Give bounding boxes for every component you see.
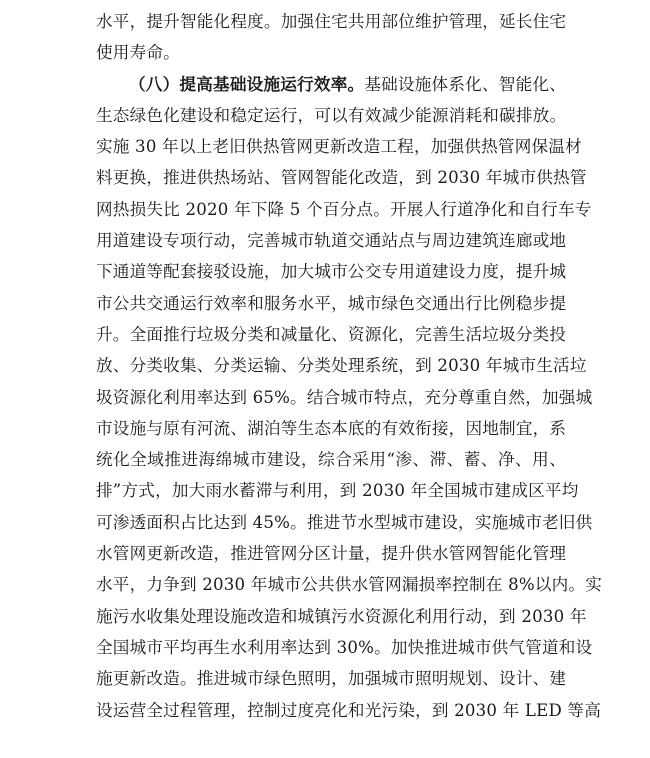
text-line: 实施 30 年以上老旧供热管网更新改造工程，加强供热管网保温材 xyxy=(96,137,582,157)
text-line: 水平，提升智能化程度。加强住宅共用部位维护管理，延长住宅 xyxy=(96,12,567,31)
text-line: 排”方式，加大雨水蓄滞与利用，到 2030 年全国城市建成区平均 xyxy=(96,481,579,501)
text-line: 圾资源化利用率达到 65%。结合城市特点，充分尊重自然，加强城 xyxy=(96,387,593,407)
text-line: 施更新改造。推进城市绿色照明，加强城市照明规划、设计、建 xyxy=(96,669,567,689)
text-line: 使用寿命。 xyxy=(96,43,180,63)
text-line: 施污水收集处理设施改造和城镇污水资源化利用行动，到 2030 年 xyxy=(96,606,587,626)
text-line: 下通道等配套接驳设施，加大城市公交专用道建设力度，提升城 xyxy=(96,262,567,282)
text-line: 统化全域推进海绵城市建设，综合采用“渗、滞、蓄、净、用、 xyxy=(96,450,566,470)
text-line: 设运营全过程管理，控制过度亮化和光污染，到 2030 年 LED 等高 xyxy=(96,700,602,720)
section-heading: （八）提高基础设施运行效率。 xyxy=(129,73,365,94)
text-line: 可渗透面积占比达到 45%。推进节水型城市建设，实施城市老旧供 xyxy=(96,512,593,532)
text-line: 料更换，推进供热场站、管网智能化改造，到 2030 年城市供热管 xyxy=(96,168,587,188)
heading-line-text: 基础设施体系化、智能化、 xyxy=(364,74,566,94)
text-line: 市设施与原有河流、湖泊等生态本底的有效衔接，因地制宜，系 xyxy=(96,418,567,438)
section-heading-line xyxy=(96,69,566,100)
text-line: 水管网更新改造，推进管网分区计量，提升供水管网智能化管理 xyxy=(96,544,567,564)
text-line: 水平，力争到 2030 年城市公共供水管网漏损率控制在 8%以内。实 xyxy=(96,575,603,595)
text-line: 放、分类收集、分类运输、分类处理系统，到 2030 年城市生活垃 xyxy=(96,356,587,376)
text-line: 用道建设专项行动，完善城市轨道交通站点与周边建筑连廊或地 xyxy=(96,231,567,251)
text-line: 生态绿色化建设和稳定运行，可以有效减少能源消耗和碳排放。 xyxy=(96,105,567,125)
text-line: 网热损失比 2020 年下降 5 个百分点。开展人行道净化和自行车专 xyxy=(96,199,592,219)
text-line: 升。全面推行垃圾分类和减量化、资源化，完善生活垃圾分类投 xyxy=(96,324,567,344)
text-line: 全国城市平均再生水利用率达到 30%。加快推进城市供气管道和设 xyxy=(96,637,593,657)
document-page xyxy=(96,6,603,726)
text-line: 市公共交通运行效率和服务水平，城市绿色交通出行比例稳步提 xyxy=(96,293,567,313)
